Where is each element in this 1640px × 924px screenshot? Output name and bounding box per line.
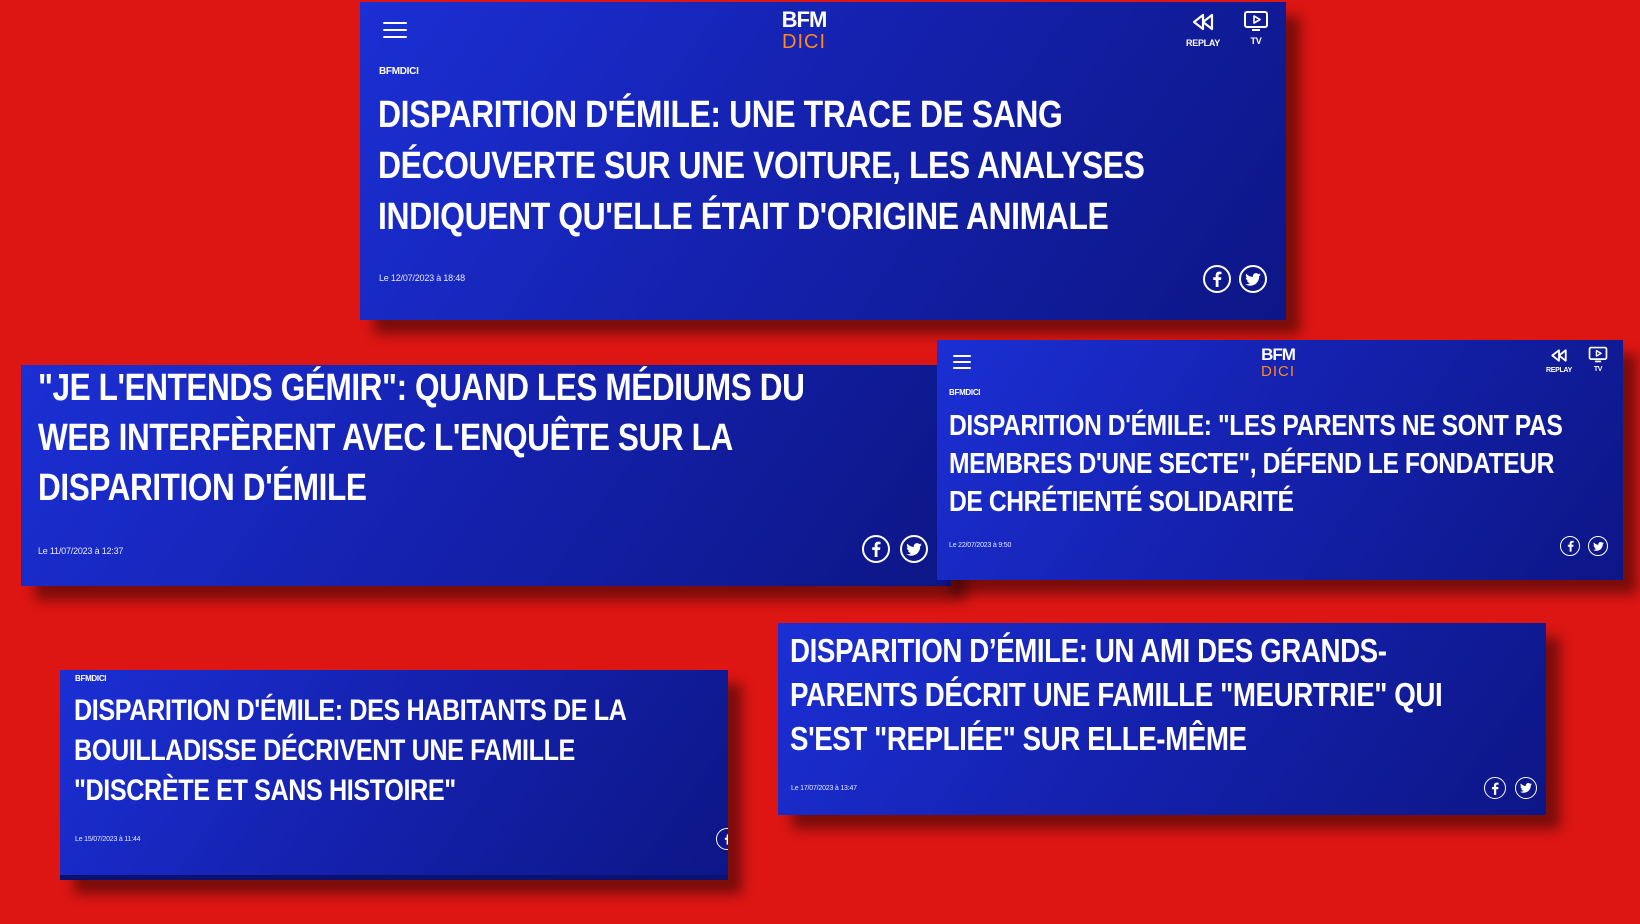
headline-line: DISPARITION D'ÉMILE: UNE TRACE DE SANG	[378, 94, 1063, 136]
headline-line: DE CHRÉTIENTÉ SOLIDARITÉ	[949, 486, 1294, 518]
headline-line: MEMBRES D'UNE SECTE", DÉFEND LE FONDATEUR	[949, 448, 1554, 480]
headline-line: INDIQUENT QU'ELLE ÉTAIT D'ORIGINE ANIMALE	[378, 196, 1109, 238]
article-card-2[interactable]	[21, 365, 951, 586]
tv-button[interactable]	[1240, 10, 1272, 46]
facebook-icon	[1567, 540, 1574, 552]
tv-play-icon	[1588, 346, 1608, 363]
article-headline[interactable]	[790, 629, 1546, 761]
facebook-icon	[1212, 271, 1222, 287]
headline-line: DÉCOUVERTE SUR UNE VOITURE, LES ANALYSES	[378, 145, 1145, 187]
replay-label: REPLAY	[1546, 367, 1572, 374]
hamburger-menu-icon[interactable]	[383, 22, 407, 38]
article-date: Le 15/07/2023 à 11:44	[75, 836, 141, 843]
article-headline[interactable]	[74, 691, 728, 811]
facebook-icon	[871, 541, 881, 557]
twitter-icon	[1520, 783, 1532, 793]
article-card-3[interactable]	[937, 340, 1623, 580]
logo-bfm: BFM	[781, 7, 827, 32]
facebook-share-button[interactable]	[1560, 536, 1580, 556]
logo-dici: DICI	[1261, 363, 1295, 380]
twitter-icon	[906, 543, 922, 556]
headline-line: WEB INTERFÈRENT AVEC L'ENQUÊTE SUR LA	[38, 417, 733, 459]
facebook-share-button[interactable]	[1203, 265, 1231, 293]
facebook-share-button[interactable]	[716, 828, 728, 850]
article-date: Le 12/07/2023 à 18:48	[379, 273, 465, 283]
article-headline[interactable]	[378, 90, 1243, 243]
rewind-icon	[1550, 348, 1568, 363]
rewind-icon	[1191, 12, 1215, 32]
facebook-icon	[1491, 782, 1499, 795]
article-date: Le 22/07/2023 à 9:50	[949, 542, 1012, 549]
logo-dici: DICI	[782, 31, 826, 53]
bfmdici-logo[interactable]	[1253, 346, 1303, 379]
article-date: Le 11/07/2023 à 12:37	[38, 546, 124, 556]
tv-label: TV	[1250, 36, 1262, 46]
twitter-share-button[interactable]	[1588, 536, 1608, 556]
article-source: BFMDICI	[75, 674, 107, 683]
tv-play-icon	[1243, 10, 1269, 32]
article-card-1[interactable]	[360, 2, 1286, 320]
facebook-icon	[724, 833, 729, 845]
article-card-4[interactable]	[60, 670, 728, 880]
twitter-share-button[interactable]	[900, 535, 928, 563]
twitter-share-button[interactable]	[1515, 777, 1537, 799]
tv-label: TV	[1593, 366, 1603, 373]
headline-line: DISPARITION D’ÉMILE: UN AMI DES GRANDS-	[790, 632, 1387, 669]
twitter-icon	[1593, 542, 1604, 551]
headline-line: "JE L'ENTENDS GÉMIR": QUAND LES MÉDIUMS DU	[38, 367, 805, 409]
headline-line: "DISCRÈTE ET SANS HISTOIRE"	[74, 774, 456, 807]
article-headline[interactable]	[949, 407, 1623, 521]
replay-button[interactable]	[1182, 12, 1224, 48]
logo-bfm: BFM	[1261, 345, 1295, 364]
article-source: BFMDICI	[949, 388, 981, 397]
bfmdici-logo[interactable]	[772, 9, 836, 52]
article-source: BFMDICI	[379, 66, 419, 77]
headline-line: DISPARITION D'ÉMILE: DES HABITANTS DE LA	[74, 694, 627, 727]
article-headline[interactable]	[38, 365, 918, 513]
replay-label: REPLAY	[1186, 38, 1220, 48]
headline-line: S'EST "REPLIÉE" SUR ELLE-MÊME	[790, 720, 1247, 757]
twitter-icon	[1245, 273, 1261, 286]
article-card-5[interactable]	[778, 623, 1546, 815]
headline-line: PARENTS DÉCRIT UNE FAMILLE "MEURTRIE" QUI	[790, 676, 1443, 713]
tv-button[interactable]	[1585, 346, 1611, 373]
headline-line: DISPARITION D'ÉMILE: "LES PARENTS NE SONT PAS	[949, 410, 1563, 442]
headline-line: DISPARITION D'ÉMILE	[38, 467, 367, 509]
facebook-share-button[interactable]	[862, 535, 890, 563]
hamburger-menu-icon[interactable]	[953, 355, 971, 369]
replay-button[interactable]	[1542, 348, 1576, 374]
article-date: Le 17/07/2023 à 13:47	[791, 785, 857, 792]
facebook-share-button[interactable]	[1484, 777, 1506, 799]
headline-line: BOUILLADISSE DÉCRIVENT UNE FAMILLE	[74, 734, 575, 767]
card-bottom-divider	[60, 875, 728, 880]
twitter-share-button[interactable]	[1239, 265, 1267, 293]
